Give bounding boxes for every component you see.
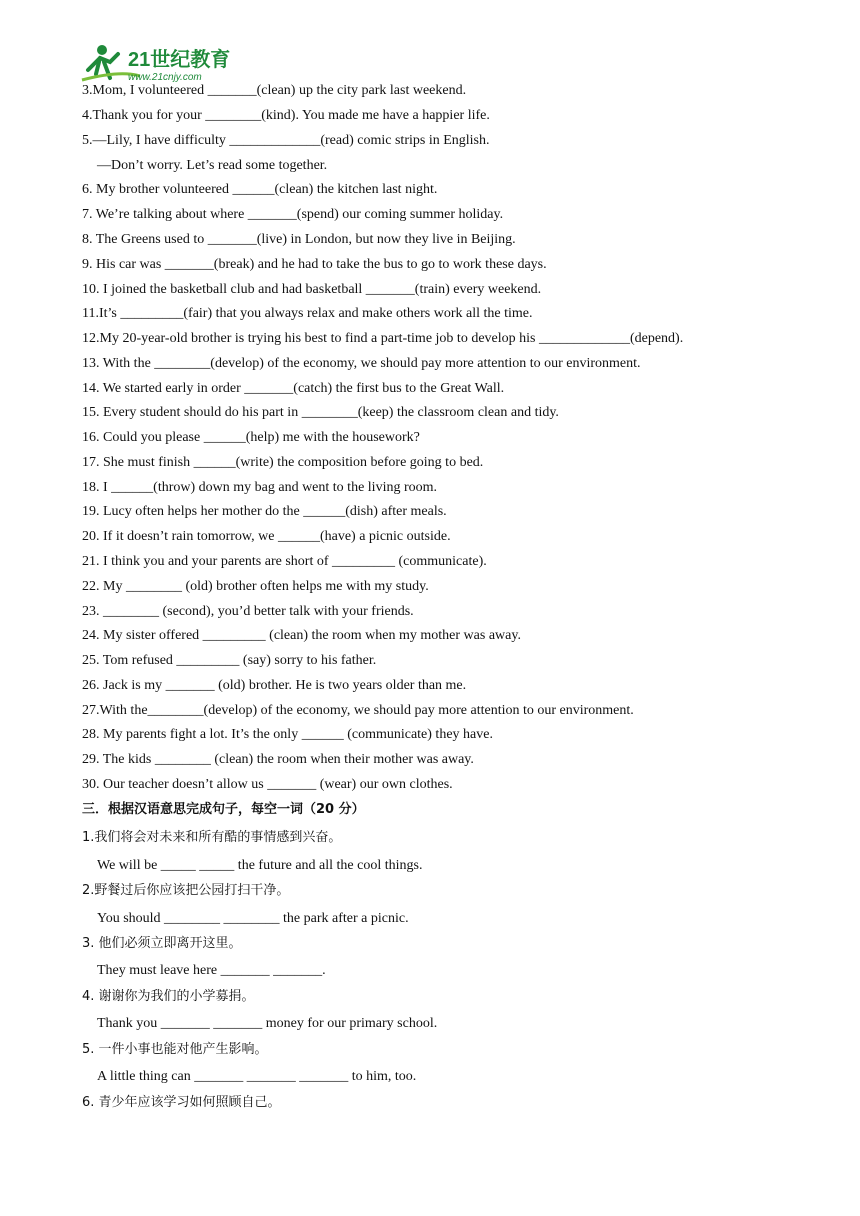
question-5: 5.—Lily, I have difficulty _____________(read) comic strips in English. [82, 133, 490, 148]
question-26: 26. Jack is my _______ (old) brother. He is two years older than me. [82, 678, 467, 693]
question-5-reply: —Don’t worry. Let’s read some together. [97, 158, 328, 173]
logo-url-text: www.21cnjy.com [128, 72, 202, 83]
question-10: 10. I joined the basketball club and had basketball _______(train) every weekend. [82, 282, 542, 297]
question-11: 11.It’s _________(fair) that you always relax and make others work all the time. [82, 306, 533, 321]
question-4: 4.Thank you for your ________(kind). You made me have a happier life. [82, 108, 490, 123]
translation-6-chinese: 6. 青少年应该学习如何照顾自己。 [82, 1095, 281, 1110]
question-23: 23. ________ (second), you’d better talk with your friends. [82, 604, 414, 619]
translation-1-chinese: 1.我们将会对未来和所有酷的事情感到兴奋。 [82, 830, 342, 845]
translation-5-chinese: 5. 一件小事也能对他产生影响。 [82, 1042, 268, 1057]
question-24: 24. My sister offered _________ (clean) the room when my mother was away. [82, 628, 521, 643]
question-30: 30. Our teacher doesn’t allow us _______ (wear) our own clothes. [82, 777, 453, 792]
translation-5-english: A little thing can _______ _______ _______ to him, too. [97, 1069, 417, 1084]
question-29: 29. The kids ________ (clean) the room when their mother was away. [82, 752, 474, 767]
question-13: 13. With the ________(develop) of the economy, we should pay more attention to our environment. [82, 356, 641, 371]
translation-4-chinese: 4. 谢谢你为我们的小学募捐。 [82, 989, 255, 1004]
question-15: 15. Every student should do his part in ________(keep) the classroom clean and tidy. [82, 405, 559, 420]
question-18: 18. I ______(throw) down my bag and went to the living room. [82, 480, 438, 495]
question-19: 19. Lucy often helps her mother do the ______(dish) after meals. [82, 504, 447, 519]
question-22: 22. My ________ (old) brother often helps me with my study. [82, 579, 429, 594]
brand-logo [80, 40, 250, 84]
translation-3-chinese: 3. 他们必须立即离开这里。 [82, 936, 242, 951]
question-25: 25. Tom refused _________ (say) sorry to his father. [82, 653, 377, 668]
question-16: 16. Could you please ______(help) me with the housework? [82, 430, 420, 445]
question-27: 27.With the________(develop) of the economy, we should pay more attention to our environment. [82, 703, 634, 718]
logo-brand-text: 21世纪教育 [128, 49, 231, 71]
question-8: 8. The Greens used to _______(live) in London, but now they live in Beijing. [82, 232, 516, 247]
translation-2-chinese: 2.野餐过后你应该把公园打扫干净。 [82, 883, 290, 898]
runner-logo-icon [80, 40, 250, 84]
question-21: 21. I think you and your parents are short of _________ (communicate). [82, 554, 487, 569]
question-6: 6. My brother volunteered ______(clean) the kitchen last night. [82, 182, 438, 197]
question-14: 14. We started early in order _______(catch) the first bus to the Great Wall. [82, 381, 505, 396]
translation-4-english: Thank you _______ _______ money for our primary school. [97, 1016, 438, 1031]
question-20: 20. If it doesn’t rain tomorrow, we ______(have) a picnic outside. [82, 529, 451, 544]
question-7: 7. We’re talking about where _______(spend) our coming summer holiday. [82, 207, 504, 222]
section-heading: 三．根据汉语意思完成句子，每空一词（20 分） [82, 802, 365, 817]
translation-1-english: We will be _____ _____ the future and all the cool things. [97, 858, 423, 873]
question-9: 9. His car was _______(break) and he had to take the bus to go to work these days. [82, 257, 547, 272]
translation-2-english: You should ________ ________ the park after a picnic. [97, 911, 409, 926]
question-28: 28. My parents fight a lot. It’s the only ______ (communicate) they have. [82, 727, 493, 742]
question-17: 17. She must finish ______(write) the composition before going to bed. [82, 455, 484, 470]
question-3: 3.Mom, I volunteered _______(clean) up the city park last weekend. [82, 83, 467, 98]
question-12: 12.My 20-year-old brother is trying his best to find a part-time job to develop his _____________(depend). [82, 331, 684, 346]
translation-3-english: They must leave here _______ _______. [97, 963, 326, 978]
